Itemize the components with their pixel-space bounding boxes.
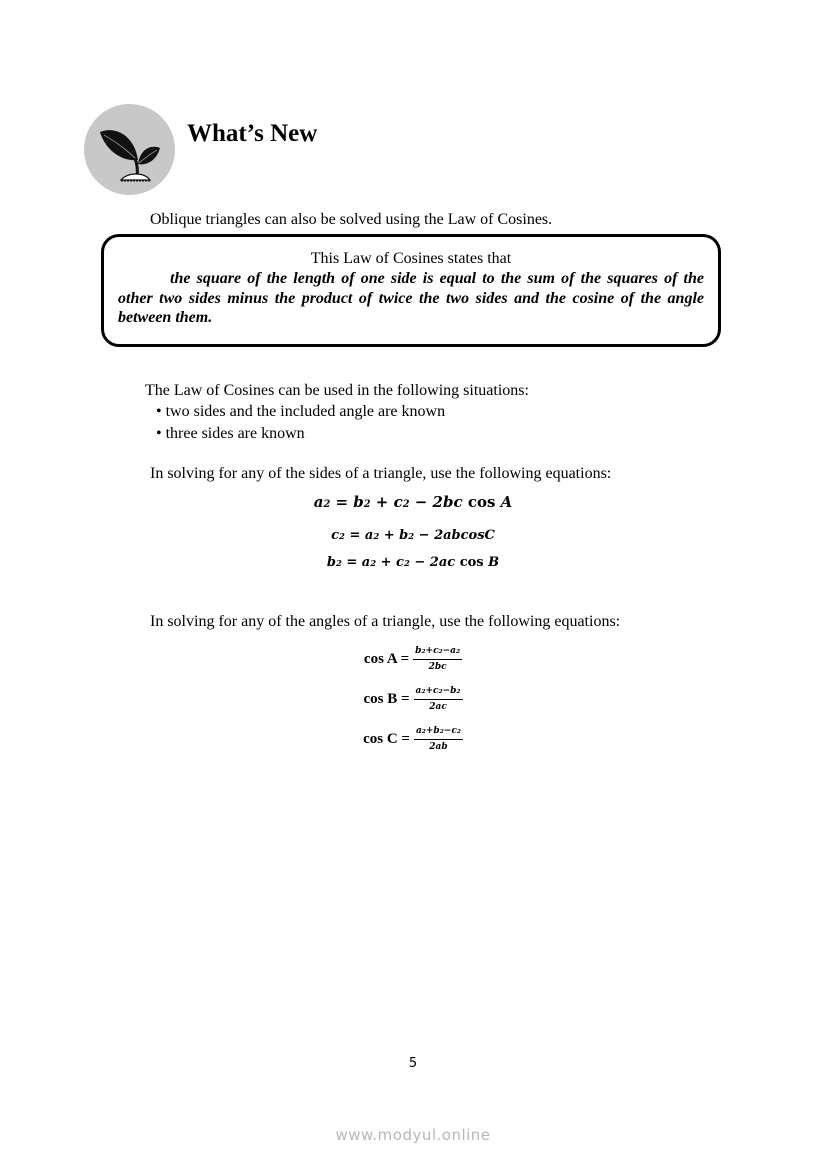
law-box-statement: the square of the length of one side is equal to the sum of the squares of the other two sides minus the product of twice the two sides and the cosine of the angle between them. xyxy=(118,270,704,326)
situation-item: • three sides are known xyxy=(156,425,305,442)
equation-side-b: $b^2 = a^2 + c^2 - 2ac$ cos B xyxy=(326,555,500,570)
page-number: 5 xyxy=(408,1056,418,1071)
sprout-plant-icon xyxy=(84,104,175,195)
situations-section xyxy=(145,380,529,445)
equation-side-a: $a^2 = b^2 + c^2 - 2bc$ cos A xyxy=(313,493,513,511)
law-box-heading: This Law of Cosines states that xyxy=(310,250,512,267)
angles-lead: In solving for any of the angles of a triangle, use the following equations: xyxy=(150,613,621,630)
equation-side-c: $c^2 = a^2 + b^2 - 2abcosC$ xyxy=(331,528,495,543)
sides-lead: In solving for any of the sides of a triangle, use the following equations: xyxy=(150,465,612,482)
section-title: What’s New xyxy=(187,120,318,147)
equation-cos-c: cos C = $\frac{a^2+b^2-c^2}{2ab}$ xyxy=(363,726,461,752)
situations-lead: The Law of Cosines can be used in the following situations: xyxy=(145,382,529,399)
situation-item: • two sides and the included angle are known xyxy=(156,403,446,420)
law-of-cosines-box xyxy=(101,234,721,347)
watermark: www.modyul.online xyxy=(335,1126,491,1144)
equation-cos-a: cos A = $\frac{b^2+c^2-a^2}{2bc}$ xyxy=(363,646,461,672)
equation-cos-b: cos B = $\frac{a^2+c^2-b^2}{2ac}$ xyxy=(363,686,461,712)
intro-text: Oblique triangles can also be solved using the Law of Cosines. xyxy=(150,211,553,228)
